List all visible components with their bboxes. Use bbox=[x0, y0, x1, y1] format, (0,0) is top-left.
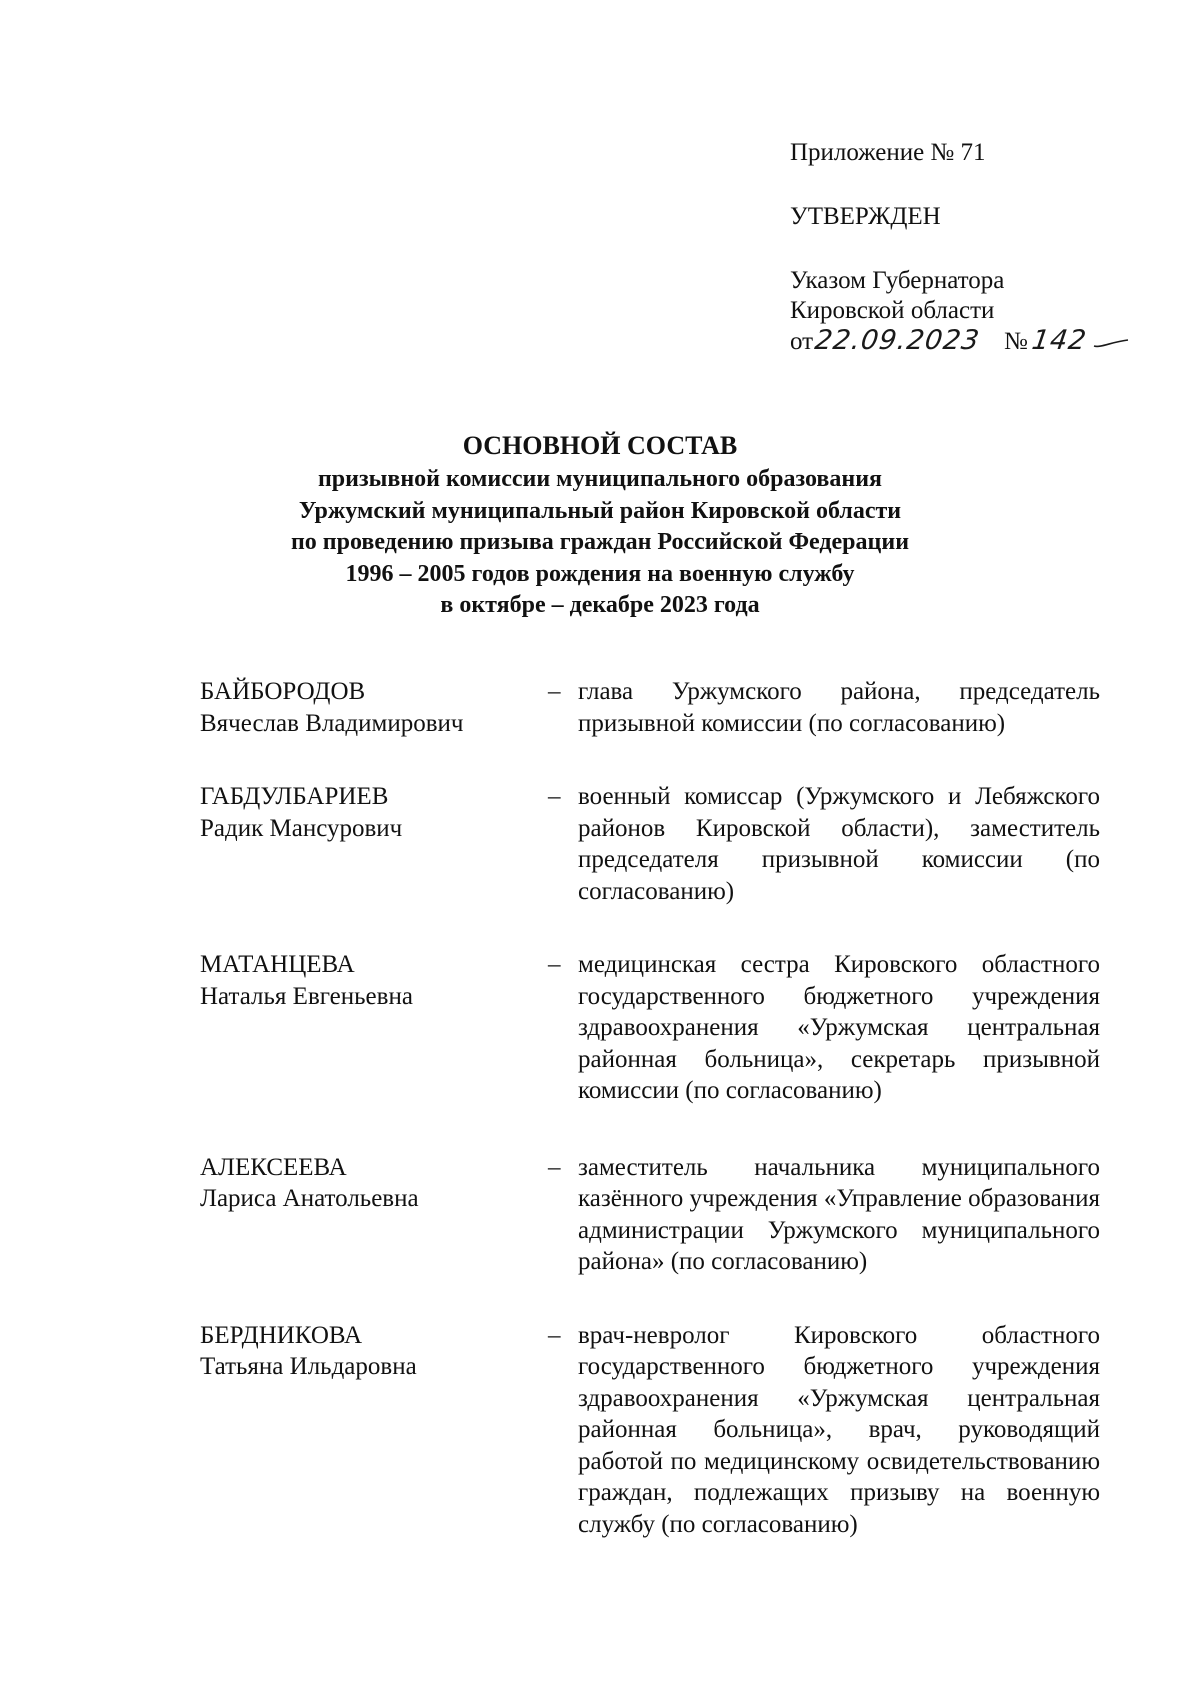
member-surname: БАЙБОРОДОВ bbox=[200, 678, 366, 705]
document-title: ОСНОВНОЙ СОСТАВ bbox=[462, 431, 738, 460]
member-role: заместитель начальника муниципального казённого учреждения «Управление образования администрации Уржумского муниципального района» (по согласованию) bbox=[578, 1153, 1100, 1275]
member-dash: – bbox=[548, 1321, 561, 1349]
member-dash: – bbox=[548, 678, 561, 705]
member-surname: МАТАНЦЕВА bbox=[200, 951, 355, 978]
title-line-5: в октябре – декабре 2023 года bbox=[440, 592, 760, 618]
approved-stamp-text: УТВЕРЖДЕН bbox=[790, 203, 941, 230]
member-given-names: Наталья Евгеньевна bbox=[200, 982, 413, 1010]
member-name bbox=[200, 781, 540, 844]
appendix-block bbox=[790, 138, 1110, 357]
member-entry bbox=[200, 949, 1110, 1107]
member-entry bbox=[200, 1152, 1110, 1278]
member-entry bbox=[200, 676, 1110, 739]
member-surname: АЛЕКСЕЕВА bbox=[200, 1153, 347, 1181]
document-title-block bbox=[150, 428, 1050, 622]
member-surname: БЕРДНИКОВА bbox=[200, 1321, 363, 1349]
member-name bbox=[200, 949, 540, 1012]
member-dash: – bbox=[548, 1153, 561, 1181]
member-name bbox=[200, 676, 540, 739]
member-role: глава Уржумского района, председатель призывной комиссии (по согласованию) bbox=[578, 678, 1100, 737]
number-sign: № bbox=[1003, 328, 1028, 355]
member-given-names: Лариса Анатольевна bbox=[200, 1185, 419, 1212]
member-given-names: Татьяна Ильдаровна bbox=[200, 1353, 417, 1380]
member-entry bbox=[200, 1320, 1110, 1541]
title-line-1: призывной комиссии муниципального образования bbox=[317, 466, 883, 492]
member-given-names: Вячеслав Владимирович bbox=[200, 709, 464, 737]
member-role: медицинская сестра Кировского областного государственного бюджетного учреждения здравоохранения «Уржумская центральная районная больница», секретарь призывной комиссии (по согласованию) bbox=[578, 951, 1100, 1104]
decree-line-2: Кировской области bbox=[790, 297, 995, 324]
member-entry bbox=[200, 781, 1110, 907]
appendix-label: Приложение № 71 bbox=[790, 139, 986, 166]
title-line-3: по проведению призыва граждан Российской Федерации bbox=[290, 529, 910, 555]
pen-stroke-icon bbox=[1093, 336, 1129, 350]
member-dash: – bbox=[548, 783, 561, 810]
member-surname: ГАБДУЛБАРИЕВ bbox=[200, 783, 389, 810]
date-prefix: от bbox=[790, 328, 814, 355]
title-line-4: 1996 – 2005 годов рождения на военную службу bbox=[345, 560, 855, 587]
member-given-names: Радик Мансурович bbox=[200, 814, 403, 842]
member-name bbox=[200, 1152, 540, 1215]
members-list bbox=[200, 676, 1110, 1540]
handwritten-number: 142 bbox=[1029, 325, 1089, 356]
decree-line-1: Указом Губернатора bbox=[790, 267, 1005, 294]
handwritten-date: 22.09.2023 bbox=[813, 325, 982, 356]
member-role: военный комиссар (Уржумского и Лебяжского районов Кировской области), заместитель председателя призывной комиссии (по согласованию) bbox=[578, 783, 1100, 905]
member-role: врач-невролог Кировского областного государственного бюджетного учреждения здравоохранения «Уржумская центральная районная больница», врач, руководящий работой по медицинскому освидетельствованию граждан, подлежащих призыву на военную службу (по согласованию) bbox=[578, 1321, 1100, 1538]
title-line-2: Уржумский муниципальный район Кировской области bbox=[298, 497, 902, 524]
member-name bbox=[200, 1320, 540, 1383]
decree-date-line bbox=[790, 326, 1110, 357]
member-dash: – bbox=[548, 951, 561, 978]
